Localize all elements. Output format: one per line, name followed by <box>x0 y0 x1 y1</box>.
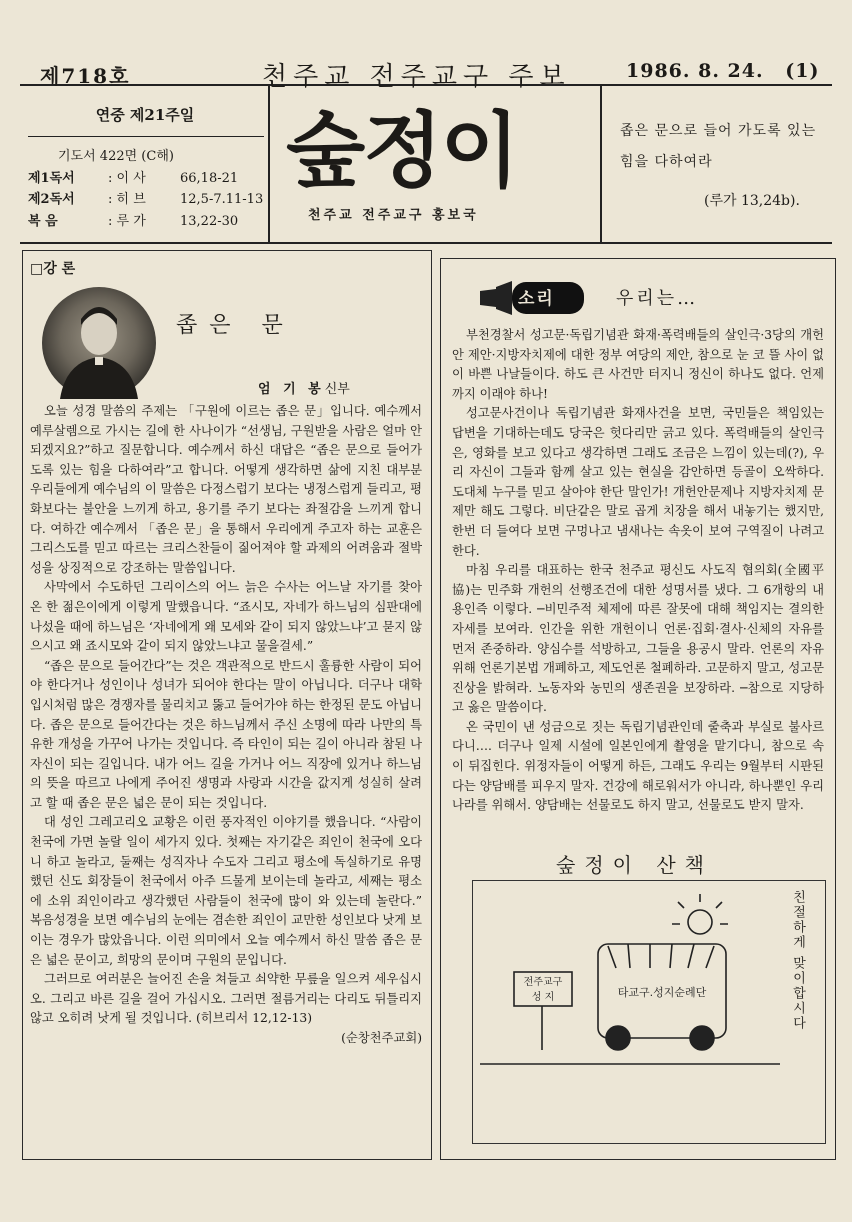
publication-date <box>626 60 819 82</box>
reading-row <box>28 168 268 190</box>
reading-book: : 루 가 <box>108 213 146 229</box>
sermon-paragraph: 그러므로 여러분은 늘어진 손을 쳐들고 쇠약한 무릎을 일으켜 세우십시오. 그리고 바른 길을 걸어 가십시오. 그러면 절름거리는 다리도 뒤틀리지 않고 오히려 낫게 될 것입니다. (히브리서 12,12-13) <box>30 972 422 1026</box>
sermon-body <box>30 402 422 1049</box>
column-badge: 소리 <box>518 289 555 309</box>
masthead-right-rule <box>600 86 602 242</box>
reading-verses: 12,5-7.11-13 <box>180 192 264 207</box>
reading-book: : 이 사 <box>108 170 146 186</box>
sermon-paragraph: “좁은 문으로 들어간다”는 것은 객관적으로 반드시 훌륭한 사람이 되어야 한다거나 성인이나 성녀가 되어야 한다는 말이 아닙니다. 더구나 대학입시처럼 많은 경쟁자를 물리치고 뚫고 들어가야 하는 한정된 문도 아닙니다. 좁은 문으로 들어간다는 것은 하느님께서 주신 소명에 따라 나만의 특유한 개성을 가꾸어 나가는 것입니다. 즉 타인이 되는 길이 아니라 참된 나 자신이 되는 길입니다. 내가 어느 길을 가거나 어느 직장에 있거나 하느님의 뜻을 따르고 나에게 주어진 생명과 사랑과 시간을 값지게 성실히 살려고 할 때 좁은 문은 넓은 문이 되는 것입니다. <box>30 658 422 810</box>
cartoon-title: 숲정이 산책 <box>556 853 713 877</box>
cartoon-caption: 친절하게 맞이합시다 <box>790 890 805 1032</box>
author-name: 엄 기 봉 <box>258 382 325 397</box>
reading-row <box>28 189 268 211</box>
reading-label: 제1독서 <box>28 170 75 186</box>
readings-list <box>28 146 268 232</box>
column-paragraph: 성고문사건이나 독립기념관 화재사건을 보면, 국민들은 책임있는 답변을 기대하는데도 당국은 헛다리만 긁고 있다. 폭력배들의 살인극은, 영화를 보고 있다고 생각하면 그래도 조금은 느낌이 있는데(?), 우리 자신이 그들과 함께 살고 있는 현실을 감안하면 등골이 오싹하다. 도대체 누구를 믿고 살아야 한단 말인가! 개헌안문제나 지방자치제 문제만 해도 그렇다. 비단같은 말로 곱게 치장을 해서 내놓기는 했지만, 한번 더 들여다 보면 구멍나고 냄새나는 속옷이 보여 구역질이 나려고 한다. <box>452 406 824 558</box>
paper-name: 천주교 전주교구 주보 <box>262 62 571 92</box>
reading-label: 제2독서 <box>28 192 75 207</box>
liturgy-rule <box>28 136 264 137</box>
motto-source: (루가 13,24b). <box>704 193 800 209</box>
publisher: 천주교 전주교구 홍보국 <box>308 208 479 223</box>
reading-verses: 66,18-21 <box>180 170 239 186</box>
date-text: 1986. 8. 24. <box>626 60 764 82</box>
column-title: 우리는… <box>616 288 699 309</box>
sunday-title: 연중 제21주일 <box>95 106 195 124</box>
sign-text-line: 전주교구 <box>523 977 563 988</box>
hymn-line <box>28 146 268 168</box>
column-paragraph: 부천경찰서 성고문·독립기념관 화재·폭력배들의 살인극·3당의 개헌안 제안·지방자치제에 대한 정부 여당의 제안, 참으로 눈 코 뜰 사이 없이 바쁜 나날들이다. 하도 큰 사건만 터지니 정신이 하나도 없다. 언제까지 이래야 하나! <box>452 328 824 401</box>
reading-row <box>28 211 268 233</box>
bus-text: 타교구.성지순례단 <box>617 986 707 999</box>
masthead-bottom-rule <box>20 242 832 244</box>
sign-text-line: 성 지 <box>531 992 555 1003</box>
masthead-left-rule <box>268 86 270 242</box>
author-title: 신부 <box>324 382 350 397</box>
author-portrait <box>42 287 156 399</box>
sermon-paragraph: 오늘 성경 말씀의 주제는 「구원에 이르는 좁은 문」입니다. 예수께서 예루살렘으로 가시는 길에 한 사나이가 “선생님, 구원받을 사람은 얼마 안되겠지요?”하고 질문합니다. 예수께서 하신 대답은 “좁은 문으로 들어가도록 있는 힘을 다하여라”고 합니다. 어떻게 생각하면 삶에 지친 대부분 우리들에게 예수님의 이 말씀은 다정스럽기 보다는 냉정스럽게 들리고, 평화보다는 불안을 느끼게 하고, 용기를 주기 보다는 좌절감을 느끼게 합니다. 여하간 예수께서 「좁은 문」을 통해서 우리에게 주고자 하는 교훈은 그리스도를 믿고 따르는 크리스찬들이 짊어져야 할 과제의 어려움과 절박성을 상징적으로 강조하는 말씀입니다. <box>30 404 422 575</box>
page-number: (1) <box>785 60 820 82</box>
hymn-text: 기도서 422면 (C해) <box>58 149 174 164</box>
sermon-church: (순창천주교회) <box>341 1031 422 1045</box>
sermon-paragraph: 대 성인 그레고리오 교황은 이런 풍자적인 이야기를 했읍니다. “사람이 천국에 가면 놀랄 일이 세가지 있다. 첫째는 자기같은 죄인이 천국에 오다니 하고 놀라고, 둘째는 성직자나 수도자 그리고 평소에 독실하기로 유명했던 신도 회장들이 천국에서 아주 드물게 보이는데 놀라고, 세째는 평소에 소위 죄인이라고 생각했던 사람들이 천국에 많이 와 있는데 놀란다.” 복음성경을 보면 예수님의 눈에는 겸손한 죄인이 교만한 성인보다 낫게 보이는 경우가 많았읍니다. 이런 의미에서 오늘 예수께서 하신 말씀 좁은 문은 넓은 문이고, 희망의 문이며 구원의 문입니다. <box>30 815 422 967</box>
cartoon-drawing <box>480 884 780 1134</box>
column-paragraph: 온 국민이 낸 성금으로 짓는 독립기념관인데 줄축과 부실로 불사르다니…. 더구나 일제 시설에 일본인에게 촬영을 맡기다니, 참으로 속이 뒤집힌다. 위정자들이 어떻게 하든, 그래도 우리는 9월부터 시판된다는 양담배를 피우지 말자. 건강에 해로워서가 아니라, 하나뿐인 우리 나라를 위해서. 양담배는 선물로도 하지 말고, 선물로도 받지 말자. <box>452 719 824 813</box>
section-label: □강 론 <box>30 261 76 277</box>
reading-verses: 13,22-30 <box>180 213 239 229</box>
column-body <box>452 326 824 816</box>
masthead-title: 숲정이 <box>286 104 518 199</box>
portrait-figure <box>42 287 156 399</box>
sermon-author <box>258 378 350 397</box>
sermon-title: 좁은 문 <box>176 313 295 338</box>
sermon-paragraph: 사막에서 수도하던 그리이스의 어느 늙은 수사는 어느날 자기를 찾아 온 한 젊은이에게 이렇게 말했읍니다. “죠시모, 자네가 하느님의 심판대에 나섰을 때에 하느님은 ‘자네에게 왜 모세와 같이 되지 않았느냐’고 묻지 않으시고 왜 죠시모와 같이 되지 않았느냐고 물을걸세.” <box>30 580 422 654</box>
column-paragraph: 마침 우리를 대표하는 한국 천주교 평신도 사도직 협의회(全國平協)는 민주화 개헌의 선행조건에 대한 성명서를 냈다. 그 6개항의 내용인즉 이렇다. ─비민주적 체제에 따른 잘못에 대해 책임지는 결의한 자세를 보여라. 인간을 위한 개헌이니 언론·집회·결사·신체의 자유를 먼저 존중하라. 양심수를 석방하고, 그들을 용공시 말라. 언론의 자유 위해 언론기본법 개폐하고, 제도언론 철폐하라. 고문하지 말고, 성고문 진상을 밝혀라. 노동자와 농민의 생존권을 보장하라. ─참으로 지당하고 옳은 말씀이다. <box>452 563 824 715</box>
sermon-church-line <box>30 1029 422 1049</box>
issue-number: 제718호 <box>40 64 131 88</box>
motto-text: 좁은 문으로 들어 가도록 있는 힘을 다하여라 <box>620 123 817 170</box>
reading-book: : 히 브 <box>108 192 146 207</box>
reading-label: 복 음 <box>28 213 58 229</box>
